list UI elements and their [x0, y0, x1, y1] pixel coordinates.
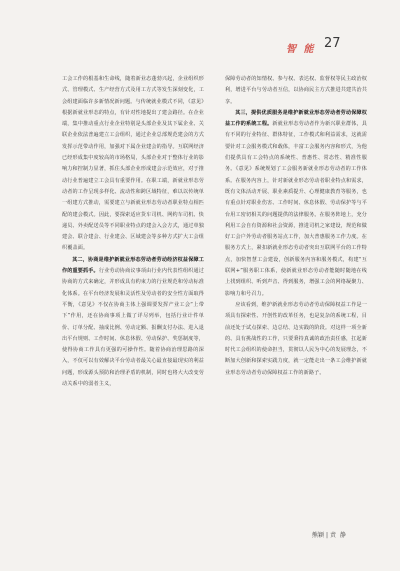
page-number: 27	[324, 36, 341, 51]
footer-author: 熊颖	[312, 532, 325, 539]
footer-role: 责	[330, 532, 337, 539]
left-para-2-lead: 其二，协商是维护新就业形态劳动者劳动经济权益保障工作的重要抓手。	[62, 256, 204, 275]
right-para-3	[225, 300, 367, 379]
left-column	[62, 74, 204, 390]
left-para-1: 工会工作的根基和生命线，随着新业态蓬勃兴起，企业组织形式、管理模式、生产经营方式及用工方式等发生深刻变化，工会组建面临许多新情况新问题。与传统就业模式不同，《意见》根据新就业形态的特点，有针对性地提出了建会路径。在企业端，集中推动重点行业企业特别是头部企业及其下属企业、关联企业依法普遍建立工会组织，通过企业总部规范建会的方式发挥示范带动作用，加强对下属企业建会的指导。互联网经济已经形成集中度较高的市场格局，头部企业对于整体行业的影响力和控制力显著，抓住头部企业形成建会示范效应，对于推动行业普遍建立工会具有重要作用。在职工端，新就业形态劳动者的工作呈现多样化、流动性和跨区域特征，难以以传统单一组建方式推动，需要建立与新就业形态劳动者职业特点相匹配的建会模式。因此，要探索适应货车司机、网约车司机、快递员、外卖配送员等不同职业特点的建会入会方式，通过单独建会、联合建会、行业建会、区域建会等多种方式扩大工会组织覆盖面。	[62, 76, 204, 252]
page-footer	[312, 530, 346, 539]
left-para-2-body: 行业劳动协商议事项由行业内代表性组织通过协商的方式来确定，并形成具有约束力的行业规范和劳动标准化体系。在平台经济发展和灵活性及劳动者的安全性方面取得平衡，《意见》不仅在协商主体上强调要发挥产业工会“上带下”作用，还在协商事项上做了详尽列举，包括行业计件单价、订单分配、抽成比例、劳动定额、报酬支付办法、进入退出平台规则、工作时间、休息休假、劳动保护、奖惩制度等，使得协商工作具有更强的可操作性。随着协商治理思路的深入，不仅可以有效解决平台劳动者最关心最直接最现实的利益问题，形成源头预防和治理矛盾的机制，同时也将大大改变劳动关系中的弱者主义，	[62, 268, 204, 388]
right-para-3-body: 应该看到，维护新就业形态劳动者劳动保障权益工作是一项具有探索性、开创性的改革任务，也是复杂的系统工程，目前还处于试点探索、边总结、边实践的阶段。对这样一项全新的、具有挑战性的工作，只要秉持真诚的政治责任感，扛起新时代工会组织的使命担当，贯彻以人民为中心的发展理念，不断加大创新和探索实践力度，就一定能走出一条工会维护新就业形态劳动者劳动保障权益工作的新路子。	[225, 301, 367, 376]
right-para-2-lead: 其三，提供优质服务是维护新就业形态劳动者劳动保障权益工作的系统工程。	[225, 109, 367, 128]
footer-role2: 静	[339, 532, 346, 539]
right-para-2	[225, 108, 367, 300]
footer-separator: |	[326, 532, 329, 539]
left-para-2	[62, 255, 204, 391]
right-para-1: 保障劳动者的知情权、参与权、表达权、监督权等民主政治权利，增进平台与劳动者互信，以协商民主方式推进共建共治共享。	[225, 76, 367, 105]
right-para-2-body: 新就业形态劳动者作为新兴职业群体，具有不同的行业特征、群体特征，工作模式和利益需求，这就需要针对工会服务模式和载体，丰富工会服务内容和形式，为他们提供具有工会特点的系统性、普惠性、常态性、精准性服务。《意见》系统规划了工会服务新就业形态劳动者的工作体系。在服务内容上，针对新就业形态劳动者职业特点和需求，既有文体活动开展、职业素质提升、心理健康教育等服务，也有重点针对职业伤害、工作时间、休息休假、劳动保护等与平台用工密切相关的问题提供的法律服务。在服务阵地上，充分利用工会自有资源和社会资源，推进司机之家建设，规范和做好工会户外劳动者服务站点工作，加大普惠服务工作力度。在服务方式上，紧扣新就业形态劳动者突出互联网平台的工作特点，加快智慧工会建设，创新服务内容和服务模式，构建“互联网+”服务职工体系，使新就业形态劳动者能随时随地在线上找到组织、听到声音、得到服务，增强工会的网络凝聚力、影响力和号召力。	[225, 121, 367, 297]
right-column	[225, 74, 367, 379]
section-header: 智 能	[286, 44, 316, 55]
